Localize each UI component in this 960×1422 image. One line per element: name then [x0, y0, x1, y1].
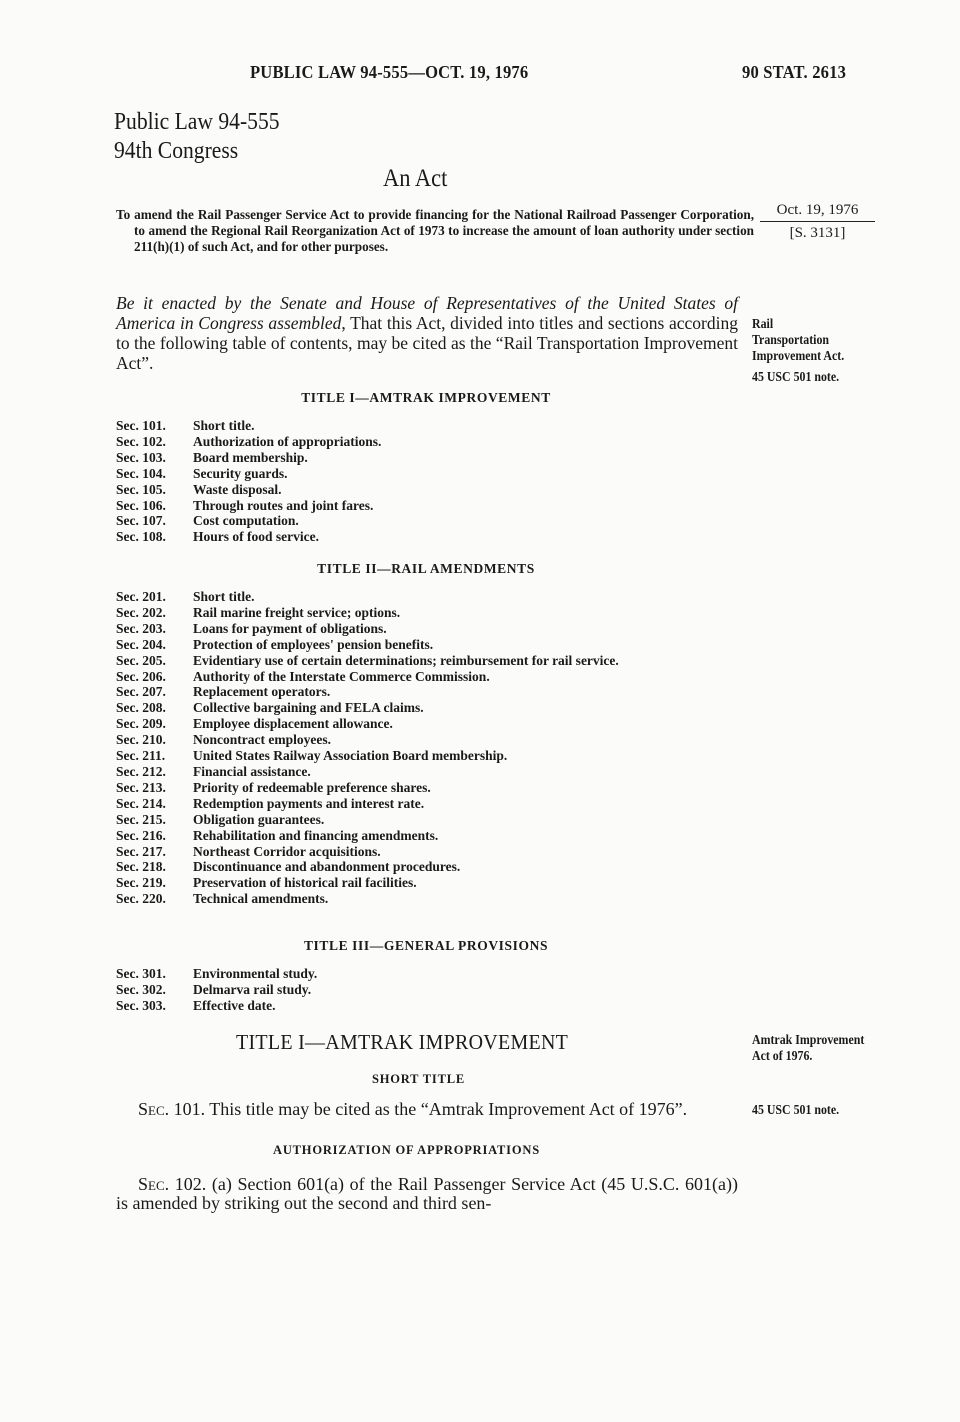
toc-section-number: Sec. 105.	[116, 481, 166, 497]
toc-section-list	[116, 589, 738, 907]
toc-section-title: Board membership.	[193, 449, 308, 465]
toc-entry	[116, 828, 738, 844]
toc-entry	[116, 621, 738, 637]
toc-section-number: Sec. 301.	[116, 966, 166, 981]
toc-section-title: Delmarva rail study.	[193, 981, 312, 997]
toc-section-number: Sec. 212.	[116, 763, 166, 779]
toc-section-title: Through routes and joint fares.	[193, 497, 374, 513]
toc-section-number: Sec. 106.	[116, 497, 166, 513]
toc-section-number: Sec. 206.	[116, 668, 166, 684]
toc-entry	[116, 700, 738, 716]
toc-entry	[116, 605, 738, 621]
toc-section-number: Sec. 107.	[116, 513, 166, 529]
toc-section-title: Priority of redeemable preference shares.	[193, 779, 431, 795]
toc-section-number: Sec. 201.	[116, 589, 166, 604]
act-heading: An Act	[383, 165, 448, 192]
toc-section-number: Sec. 108.	[116, 529, 166, 545]
toc-section-title: Cost computation.	[193, 513, 299, 529]
toc-section-title: Protection of employees' pension benefits.	[193, 636, 434, 652]
toc-entry	[116, 891, 738, 907]
toc-section-number: Sec. 218.	[116, 859, 166, 875]
running-title: PUBLIC LAW 94-555—OCT. 19, 1976	[250, 62, 529, 82]
stat-page-reference: 90 STAT. 2613	[742, 62, 847, 82]
toc-section-number: Sec. 101.	[116, 418, 166, 433]
margin-short-title-note: Rail Transportation Improvement Act.	[752, 316, 845, 363]
toc-entry	[116, 529, 738, 545]
law-identification	[114, 108, 280, 166]
toc-section-number: Sec. 103.	[116, 449, 166, 465]
toc-section-number: Sec. 104.	[116, 465, 166, 481]
title-i-heading: TITLE I—AMTRAK IMPROVEMENT	[236, 1030, 569, 1054]
toc-entry	[116, 684, 738, 700]
margin-usc-note-2: 45 USC 501 note.	[752, 1102, 840, 1117]
toc-section-title: Northeast Corridor acquisitions.	[193, 843, 381, 859]
enacting-clause	[116, 293, 738, 373]
toc-entry	[116, 418, 738, 434]
toc-entry	[116, 589, 738, 605]
toc-section-number: Sec. 204.	[116, 636, 166, 652]
toc-section-title: Evidentiary use of certain determinations; reimbursement for rail service.	[193, 652, 619, 668]
toc-section-title: Preservation of historical rail facilities.	[193, 875, 417, 891]
toc-section-number: Sec. 215.	[116, 811, 166, 827]
toc-entry	[116, 764, 738, 780]
toc-section-title: Rail marine freight service; options.	[193, 604, 401, 620]
toc-entry	[116, 513, 738, 529]
toc-section-title: Effective date.	[193, 997, 276, 1013]
toc-section-number: Sec. 209.	[116, 716, 166, 732]
toc-section-title: Authority of the Interstate Commerce Commission.	[193, 668, 490, 684]
toc-section-title: Short title.	[193, 589, 255, 604]
toc-entry	[116, 466, 738, 482]
toc-entry	[116, 653, 738, 669]
toc-entry	[116, 875, 738, 891]
section-102-text	[116, 1175, 738, 1213]
toc-section-title: Discontinuance and abandonment procedures.	[193, 859, 461, 875]
toc-entry	[116, 716, 738, 732]
toc-section-title: Environmental study.	[193, 966, 318, 981]
short-title-heading: SHORT TITLE	[372, 1072, 466, 1086]
toc-entry	[116, 498, 738, 514]
toc-entry	[116, 780, 738, 796]
margin-bill-number: [S. 3131]	[789, 225, 846, 241]
toc-entry	[116, 844, 738, 860]
toc-section-list	[116, 418, 738, 545]
section-102-body: (a) Section 601(a) of the Rail Passenger Service Act (45 U.S.C. 601(a)) is amended by striking out the second and third sen-	[116, 1174, 738, 1213]
margin-amtrak-note: Amtrak Improvement Act of 1976.	[752, 1032, 865, 1063]
toc-section-number: Sec. 219.	[116, 875, 166, 891]
toc-section-title: Security guards.	[193, 465, 288, 481]
authorization-heading: AUTHORIZATION OF APPROPRIATIONS	[273, 1143, 540, 1157]
toc-title-heading: TITLE I—AMTRAK IMPROVEMENT	[301, 390, 551, 405]
toc-section-number: Sec. 202.	[116, 604, 166, 620]
section-101-body: This title may be cited as the “Amtrak Improvement Act of 1976”.	[205, 1099, 688, 1119]
toc-entry	[116, 482, 738, 498]
toc-section-title: Authorization of appropriations.	[193, 433, 382, 449]
margin-date: Oct. 19, 1976	[760, 202, 875, 222]
toc-entry	[116, 434, 738, 450]
toc-entry	[116, 966, 738, 982]
enacting-formula: Be it enacted by the Senate and House of Representatives of the United States of America in Congress assembled	[116, 293, 738, 333]
toc-section-number: Sec. 102.	[116, 433, 166, 449]
toc-entry	[116, 637, 738, 653]
margin-usc-note: 45 USC 501 note.	[752, 369, 840, 384]
toc-section-title: United States Railway Association Board membership.	[193, 748, 508, 764]
toc-section-title: Rehabilitation and financing amendments.	[193, 827, 439, 843]
toc-section-title: Financial assistance.	[193, 763, 311, 779]
toc-section-title: Loans for payment of obligations.	[193, 620, 387, 636]
toc-title-heading: TITLE II—RAIL AMENDMENTS	[317, 561, 535, 576]
toc-section-title: Waste disposal.	[193, 481, 282, 497]
section-101-text	[116, 1100, 738, 1119]
toc-section-title: Hours of food service.	[193, 529, 319, 545]
toc-entry	[116, 982, 738, 998]
toc-section-title: Redemption payments and interest rate.	[193, 795, 425, 811]
toc-entry	[116, 812, 738, 828]
toc-section-title: Collective bargaining and FELA claims.	[193, 700, 424, 716]
toc-entry	[116, 748, 738, 764]
toc-section-number: Sec. 216.	[116, 827, 166, 843]
toc-section-title: Noncontract employees.	[193, 732, 331, 748]
toc-section-number: Sec. 205.	[116, 652, 166, 668]
toc-section-title: Employee displacement allowance.	[193, 716, 393, 732]
toc-entry	[116, 796, 738, 812]
toc-entry	[116, 450, 738, 466]
margin-date-bill	[760, 202, 875, 242]
toc-section-number: Sec. 210.	[116, 732, 166, 748]
law-number: Public Law 94-555	[114, 109, 280, 135]
toc-section-number: Sec. 207.	[116, 684, 166, 700]
toc-entry	[116, 998, 738, 1014]
section-101-label: Sec. 101.	[138, 1099, 206, 1119]
toc-section-number: Sec. 217.	[116, 843, 166, 859]
toc-section-number: Sec. 220.	[116, 891, 166, 907]
act-purpose: To amend the Rail Passenger Service Act to provide financing for the National Railroad Passenger Corporation, to amend the Regional Rail Reorganization Act of 1973 to increase the amount of loan authority under section 211(h)(1) of such Act, and for other purposes.	[116, 207, 754, 254]
toc-section-number: Sec. 208.	[116, 700, 166, 716]
toc-section-number: Sec. 303.	[116, 997, 166, 1013]
toc-section-list	[116, 966, 738, 1014]
toc-section-title: Obligation guarantees.	[193, 811, 325, 827]
enacting-rest: , That this Act, divided into titles and sections according to the following table of contents, may be cited as the “Rail Transportation Improvement Act”.	[116, 313, 738, 373]
toc-section-number: Sec. 302.	[116, 981, 166, 997]
toc-section-title: Short title.	[193, 418, 255, 433]
toc-section-number: Sec. 214.	[116, 795, 166, 811]
section-102-label: Sec. 102.	[138, 1174, 207, 1194]
toc-entry	[116, 732, 738, 748]
toc-section-number: Sec. 211.	[116, 748, 166, 764]
toc-title-heading: TITLE III—GENERAL PROVISIONS	[303, 938, 549, 953]
toc-entry	[116, 669, 738, 685]
toc-section-title: Replacement operators.	[193, 684, 331, 700]
toc-section-number: Sec. 203.	[116, 620, 166, 636]
toc-entry	[116, 859, 738, 875]
congress: 94th Congress	[114, 138, 239, 164]
toc-section-number: Sec. 213.	[116, 779, 166, 795]
toc-section-title: Technical amendments.	[193, 891, 329, 907]
